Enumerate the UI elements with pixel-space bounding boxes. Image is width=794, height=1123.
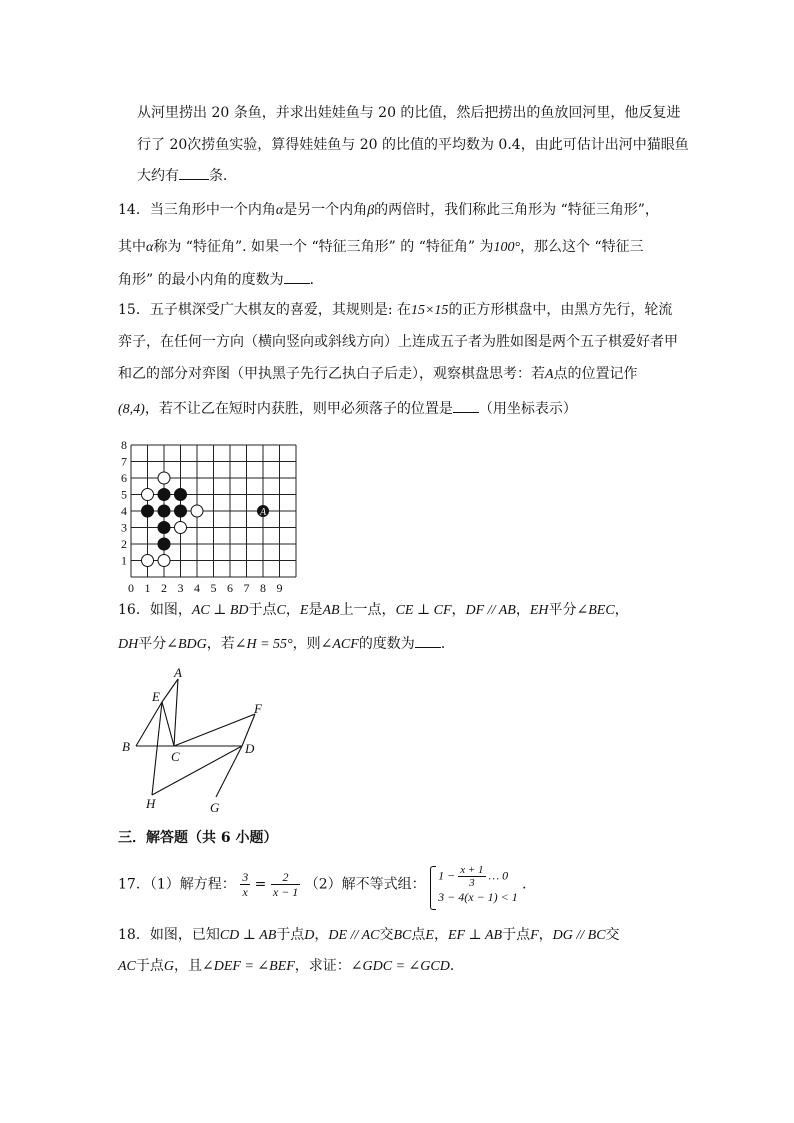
- q16-text: 16．如图，: [118, 602, 192, 618]
- q16-line1: [118, 600, 629, 621]
- q16-text: ，: [285, 602, 300, 618]
- q17-text: （2）解不等式组：: [304, 876, 426, 893]
- segment-CF: [174, 714, 255, 746]
- q13-line3-text: 大约有: [137, 168, 179, 184]
- q18-line2: [118, 956, 464, 977]
- q18-math: ∠GDC = ∠GCD: [350, 959, 450, 974]
- black-stone: [175, 489, 187, 501]
- ineq-2: 3 − 4(x − 1) < 1: [438, 890, 518, 904]
- y-tick-label: 7: [121, 454, 127, 469]
- brace: [430, 866, 436, 910]
- q15-text: 15．五子棋深受广大棋友的喜爱，其规则是: 在: [118, 302, 411, 318]
- x-tick-label: 3: [177, 581, 184, 592]
- inequality-system: [430, 864, 518, 905]
- section-heading: 三．解答题（共 6 小题）: [118, 830, 278, 846]
- q18-line1: [118, 925, 620, 946]
- q18-text: ，: [433, 927, 448, 943]
- q15-text: ，若不让乙在短时内获胜，则甲必须落子的位置是: [144, 401, 453, 417]
- x-tick-label: 6: [227, 581, 233, 592]
- white-stone: [142, 555, 154, 567]
- q18-math: G: [163, 959, 175, 974]
- q14-text: 其中: [118, 239, 146, 255]
- q18-math: EF ⊥ AB: [447, 928, 503, 943]
- q18-math: E: [425, 928, 434, 943]
- q14-line2: [118, 237, 644, 258]
- q17-eq: =: [254, 876, 267, 893]
- q16-text: ，: [614, 602, 629, 618]
- label-F: F: [254, 701, 262, 716]
- q18-math: F: [530, 928, 539, 943]
- y-tick-label: 6: [121, 471, 127, 485]
- black-stone: [175, 505, 187, 517]
- q16-text: 上一点，: [339, 602, 396, 618]
- label-B: B: [122, 739, 130, 754]
- q15-text: 点的位置记作: [553, 366, 638, 382]
- answer-blank: [179, 165, 209, 180]
- label-E: E: [152, 689, 160, 704]
- q14-text: 称为 “特征角”. 如果一个 “特征三角形” 的 “特征角” 为: [153, 239, 494, 255]
- q16-text: ，: [515, 602, 530, 618]
- q14-angle: 100°: [493, 240, 521, 255]
- q16-math: DF // AB: [465, 603, 516, 618]
- black-stone: [158, 505, 170, 517]
- white-stone: [191, 505, 203, 517]
- x-tick-label: 0: [128, 581, 134, 592]
- q18-text: 18．如图，已知: [118, 927, 220, 943]
- q16-text: 的度数为: [358, 636, 415, 652]
- q13-line2: 行了 20次捞鱼实验，算得娃娃鱼与 20 的比值的平均数为 0.4，由此可估计出河中猫眼鱼: [137, 137, 689, 153]
- q16-math: AC ⊥ BD: [191, 603, 249, 618]
- y-tick-label: 2: [121, 537, 127, 551]
- q18-text: ．: [449, 958, 464, 974]
- label-A: A: [174, 665, 182, 680]
- white-stone: [158, 472, 170, 484]
- q18-text: 点: [411, 927, 426, 943]
- black-stone: [158, 522, 170, 534]
- y-tick-label: 3: [121, 520, 127, 535]
- q16-text: ，: [451, 602, 466, 618]
- q16-math: ∠BEC: [576, 603, 615, 618]
- q18-text: 交: [605, 927, 620, 943]
- q14-alpha: α: [146, 240, 154, 255]
- point-a-label: A: [259, 507, 267, 518]
- q17-line: [118, 864, 536, 914]
- label-C: C: [171, 749, 180, 764]
- q14-text: 14．当三角形中一个内角: [118, 202, 276, 218]
- q18-math: BC: [393, 928, 412, 943]
- white-stone: [142, 489, 154, 501]
- q15-text: 和乙的部分对弈图（甲执黑子先行乙执白子后走），观察棋盘思考：若: [118, 366, 545, 382]
- answer-blank: [415, 633, 441, 648]
- x-tick-label: 2: [161, 581, 167, 592]
- y-tick-label: 5: [121, 487, 127, 502]
- q17-end: ．: [522, 876, 537, 893]
- geometry-figure-q16: [118, 665, 288, 815]
- q17-fraction-1: $\frac{3}{x}$: [242, 870, 249, 899]
- segment-EA: [162, 679, 178, 702]
- y-tick-label: 1: [121, 553, 127, 568]
- q16-math: ∠H = 55°: [234, 637, 293, 652]
- q13-line3: [137, 165, 237, 186]
- black-stone: [158, 489, 170, 501]
- q18-text: 于点: [502, 927, 531, 943]
- q16-math: EH: [529, 603, 549, 618]
- q16-text: 平分: [548, 602, 577, 618]
- ineq-1: 1 −: [438, 868, 456, 883]
- q13-line3-end: 条．: [209, 168, 237, 184]
- q15-text: 的正方形棋盘中，由黑方先行，轮流: [448, 302, 673, 318]
- q15-coord: (8,4): [118, 402, 145, 417]
- q18-math: CD ⊥ AB: [219, 928, 277, 943]
- q18-math: ∠DEF = ∠BEF: [202, 959, 295, 974]
- q15-line4: [118, 398, 577, 420]
- q16-text: 是: [308, 602, 323, 618]
- answer-blank: [453, 398, 479, 413]
- q18-math: D: [304, 928, 315, 943]
- q17-fraction-2: $\frac{2}{x - 1}$: [272, 870, 299, 899]
- q16-math: DH: [118, 637, 139, 652]
- q16-math: E: [299, 603, 309, 618]
- q16-math: AB: [322, 603, 340, 618]
- q16-math: CE ⊥ CF: [395, 603, 452, 618]
- white-stone: [175, 522, 187, 534]
- q14-text: 的两倍时，我们称此三角形为 “特征三角形”，: [374, 202, 659, 218]
- label-G: G: [210, 800, 220, 815]
- q16-math: ∠ACF: [320, 637, 359, 652]
- q18-math: DG // BC: [552, 928, 606, 943]
- x-tick-label: 7: [243, 581, 250, 592]
- q18-text: 于点: [135, 958, 164, 974]
- q15-board-size: 15×15: [410, 303, 449, 318]
- x-tick-label: 5: [210, 581, 217, 592]
- segment-EC: [162, 702, 174, 746]
- x-tick-label: 1: [144, 581, 151, 592]
- x-tick-label: 9: [276, 581, 283, 592]
- q15-line3: [118, 364, 638, 385]
- q18-math: DE // AC: [328, 928, 380, 943]
- q13-line1: 从河里捞出 20 条鱼，并求出娃娃鱼与 20 的比值，然后把捞出的鱼放回河里，他反复进: [137, 105, 681, 121]
- q18-text: 于点: [276, 927, 305, 943]
- q18-text: ，求证：: [294, 958, 351, 974]
- q14-text: 是另一个内角: [283, 202, 368, 218]
- q16-math: C: [276, 603, 286, 618]
- x-tick-label: 8: [260, 581, 266, 592]
- ineq-fraction: $\frac{x + 1}{3}$: [460, 864, 484, 889]
- label-H: H: [146, 796, 156, 811]
- q16-text: 于点: [248, 602, 277, 618]
- label-D: D: [245, 741, 255, 756]
- segment-AC: [174, 679, 178, 746]
- gomoku-board: [112, 432, 312, 592]
- q16-math: ∠BDG: [166, 637, 207, 652]
- q16-text: ，则: [292, 636, 321, 652]
- ineq-1-end: … 0: [488, 868, 509, 883]
- segment-HD: [152, 746, 242, 795]
- y-tick-label: 8: [121, 438, 127, 452]
- q18-math: AC: [118, 959, 136, 974]
- q16-text: ，若: [206, 636, 235, 652]
- q15-text: （用坐标表示）: [478, 401, 577, 417]
- q14-text: 角形” 的最小内角的度数为: [118, 272, 284, 288]
- q14-line1: [118, 200, 659, 221]
- q18-text: ，且: [174, 958, 203, 974]
- q15-point-a: A: [545, 367, 554, 382]
- q16-text: ．: [440, 636, 455, 652]
- q14-beta: β: [367, 203, 375, 218]
- q15-line2: 弈子，在任何一方向（横向竖向或斜线方向）上连成五子者为胜如图是两个五子棋爱好者甲: [118, 334, 678, 350]
- q14-alpha: α: [275, 203, 284, 218]
- q18-text: ，: [538, 927, 553, 943]
- q16-text: 平分: [138, 636, 167, 652]
- q18-text: 交: [379, 927, 394, 943]
- white-stone: [158, 555, 170, 567]
- q17-text: 17．（1）解方程：: [118, 876, 236, 893]
- q18-text: ，: [314, 927, 329, 943]
- q14-text: ．: [309, 272, 324, 288]
- y-tick-label: 4: [121, 504, 127, 518]
- q15-line1: [118, 300, 672, 321]
- black-stone: [158, 538, 170, 550]
- q14-line3: [118, 269, 324, 290]
- q14-text: ，那么这个 “特征三: [520, 239, 644, 255]
- q16-line2: [118, 633, 455, 655]
- answer-blank: [284, 269, 310, 284]
- black-stone: [142, 505, 154, 517]
- x-tick-label: 4: [194, 581, 200, 592]
